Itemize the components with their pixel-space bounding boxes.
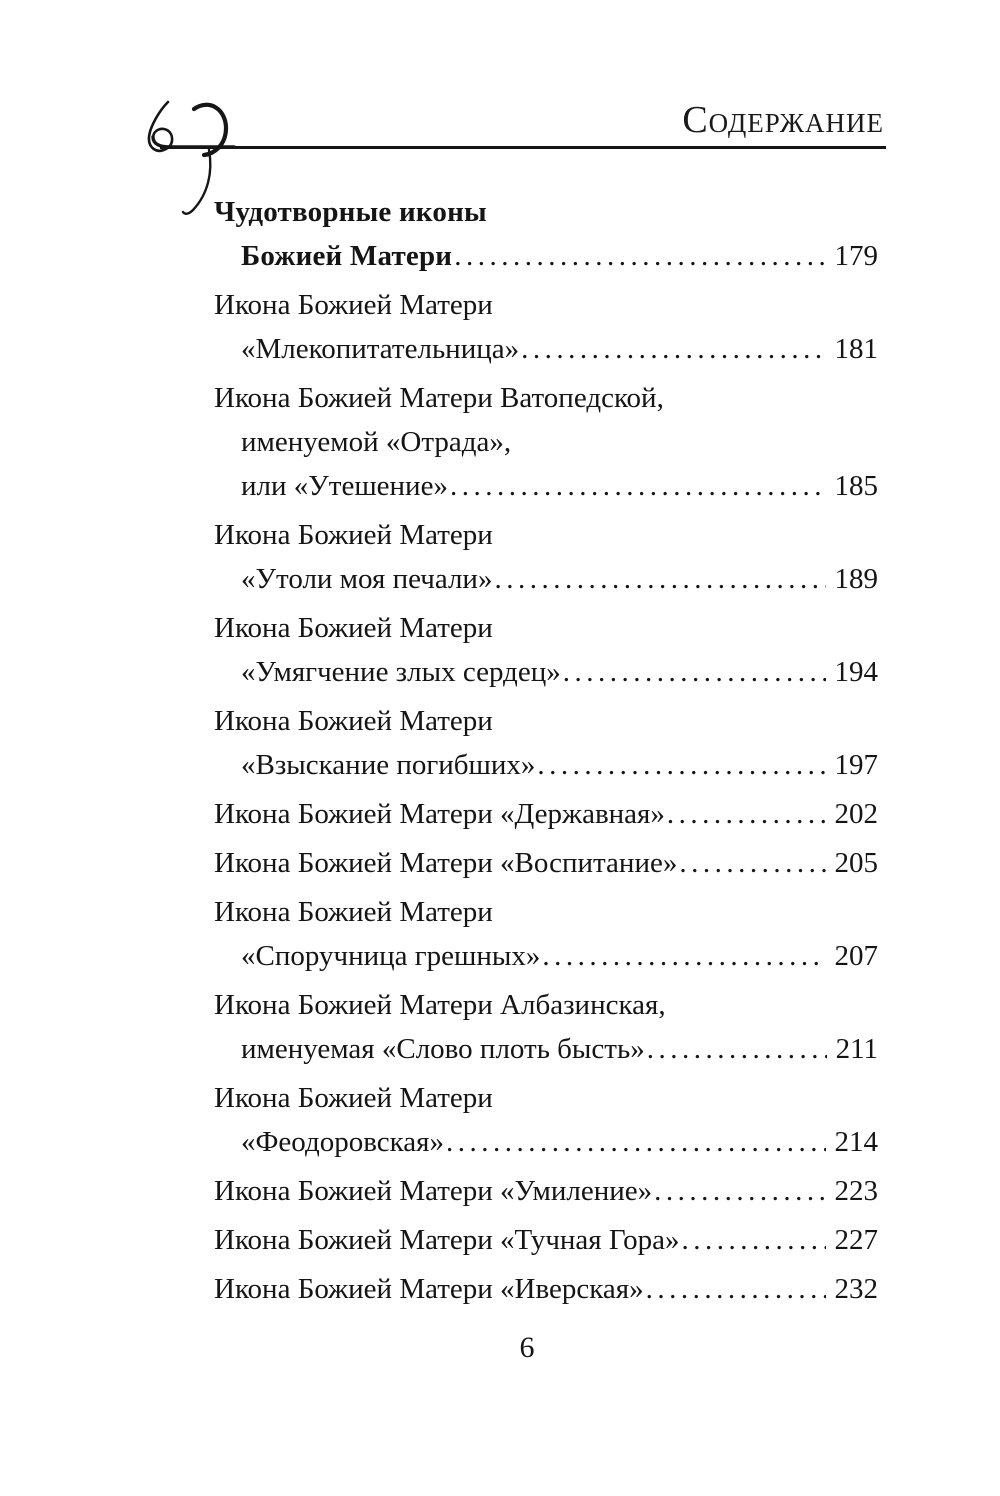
toc-entry-line (214, 190, 878, 234)
toc-entry (214, 1267, 878, 1311)
toc-entry-text: «Утоли моя печали» (241, 563, 493, 595)
toc-entry-text: Чудотворные иконы (214, 196, 487, 228)
toc-entry-line (214, 283, 878, 327)
toc-entry-text: Икона Божией Матери (214, 612, 493, 644)
toc-entry-line (214, 743, 878, 787)
toc-entry (214, 699, 878, 787)
toc-entry-page-number: 223 (834, 1175, 878, 1207)
toc-entry (214, 890, 878, 978)
toc-entry-text: Икона Божией Матери «Воспитание» (214, 847, 678, 879)
toc-entry-text: Икона Божией Матери (214, 289, 493, 321)
toc-entry-line (214, 1169, 878, 1213)
toc-entry-text: Икона Божией Матери «Умиление» (214, 1175, 653, 1207)
toc-entry-page-number: 232 (834, 1273, 878, 1305)
toc-entry-page-number: 181 (834, 333, 878, 365)
toc-entry-line (214, 513, 878, 557)
dot-leader (542, 934, 825, 978)
toc-entry-text: или «Утешение» (241, 470, 448, 502)
toc-entry-line (214, 234, 878, 278)
dot-leader (454, 234, 825, 278)
dot-leader (667, 792, 826, 836)
toc-entry (214, 283, 878, 371)
toc-entry-text: Икона Божией Матери (214, 705, 493, 737)
toc-entry-line (214, 1120, 878, 1164)
toc-entry-text: Икона Божией Матери (214, 896, 493, 928)
toc-entry-page-number: 207 (834, 940, 878, 972)
dot-leader (446, 1120, 826, 1164)
toc-entry-page-number: 202 (834, 798, 878, 830)
dot-leader (563, 650, 826, 694)
toc-entry-line (214, 890, 878, 934)
toc-entry-line (214, 464, 878, 508)
toc-entry-line (214, 327, 878, 371)
toc-entry-text: «Млекопитательница» (241, 333, 520, 365)
toc-entry (214, 190, 878, 278)
dot-leader (521, 327, 825, 371)
toc-entry-text: именуемая «Слово плоть бысть» (241, 1033, 645, 1065)
toc-entry-line (214, 420, 878, 464)
toc-entry-text: Икона Божией Матери (214, 1082, 493, 1114)
toc-entry (214, 792, 878, 836)
toc-entry-page-number: 185 (834, 470, 878, 502)
toc-entry-line (214, 1027, 878, 1071)
toc-entry-text: «Споручница грешных» (241, 940, 541, 972)
toc-entry-line (214, 557, 878, 601)
toc-entry (214, 1076, 878, 1164)
toc-entry (214, 513, 878, 601)
toc-entry-page-number: 197 (834, 749, 878, 781)
toc-entry (214, 983, 878, 1071)
toc-entry-text: Божией Матери (241, 240, 453, 272)
toc-entry-text: именуемой «Отрада», (241, 426, 512, 458)
toc-entry-page-number: 214 (834, 1126, 878, 1158)
dot-leader (537, 743, 825, 787)
toc-entry (214, 1218, 878, 1262)
toc-entry-line (214, 1267, 878, 1311)
toc-entry (214, 606, 878, 694)
toc-entry-text: «Взыскание погибших» (241, 749, 536, 781)
toc-entry-line (214, 650, 878, 694)
toc-entry-line (214, 376, 878, 420)
table-of-contents (214, 190, 878, 1316)
toc-entry-page-number: 189 (834, 563, 878, 595)
toc-entry-page-number: 211 (835, 1033, 878, 1065)
toc-entry-line (214, 934, 878, 978)
toc-entry-text: Икона Божией Матери Албазинская, (214, 989, 666, 1021)
dot-leader (494, 557, 825, 601)
dot-leader (450, 464, 826, 508)
dot-leader (647, 1027, 827, 1071)
toc-entry-line (214, 1218, 878, 1262)
dot-leader (646, 1267, 826, 1311)
toc-entry-line (214, 1076, 878, 1120)
toc-entry (214, 376, 878, 508)
toc-entry-text: Икона Божией Матери Ватопедской, (214, 382, 664, 414)
toc-entry-text: Икона Божией Матери «Тучная Гора» (214, 1224, 680, 1256)
page-header-title: Содержание (682, 99, 884, 141)
toc-entry-text: Икона Божией Матери «Державная» (214, 798, 665, 830)
dot-leader (681, 1218, 825, 1262)
toc-entry-line (214, 699, 878, 743)
toc-entry-line (214, 983, 878, 1027)
toc-entry-page-number: 227 (834, 1224, 878, 1256)
toc-entry (214, 1169, 878, 1213)
footer-page-number: 6 (519, 1331, 535, 1364)
dot-leader (654, 1169, 825, 1213)
dot-leader (679, 841, 825, 885)
toc-entry-line (214, 606, 878, 650)
toc-entry-page-number: 194 (834, 656, 878, 688)
toc-entry-text: Икона Божией Матери «Иверская» (214, 1273, 644, 1305)
toc-entry (214, 841, 878, 885)
toc-entry-text: Икона Божией Матери (214, 519, 493, 551)
toc-entry-text: «Феодоровская» (241, 1126, 444, 1158)
toc-entry-line (214, 792, 878, 836)
header-rule (160, 146, 886, 149)
toc-entry-text: «Умягчение злых сердец» (241, 656, 561, 688)
toc-entry-line (214, 841, 878, 885)
toc-entry-page-number: 205 (834, 847, 878, 879)
toc-entry-page-number: 179 (834, 240, 878, 272)
